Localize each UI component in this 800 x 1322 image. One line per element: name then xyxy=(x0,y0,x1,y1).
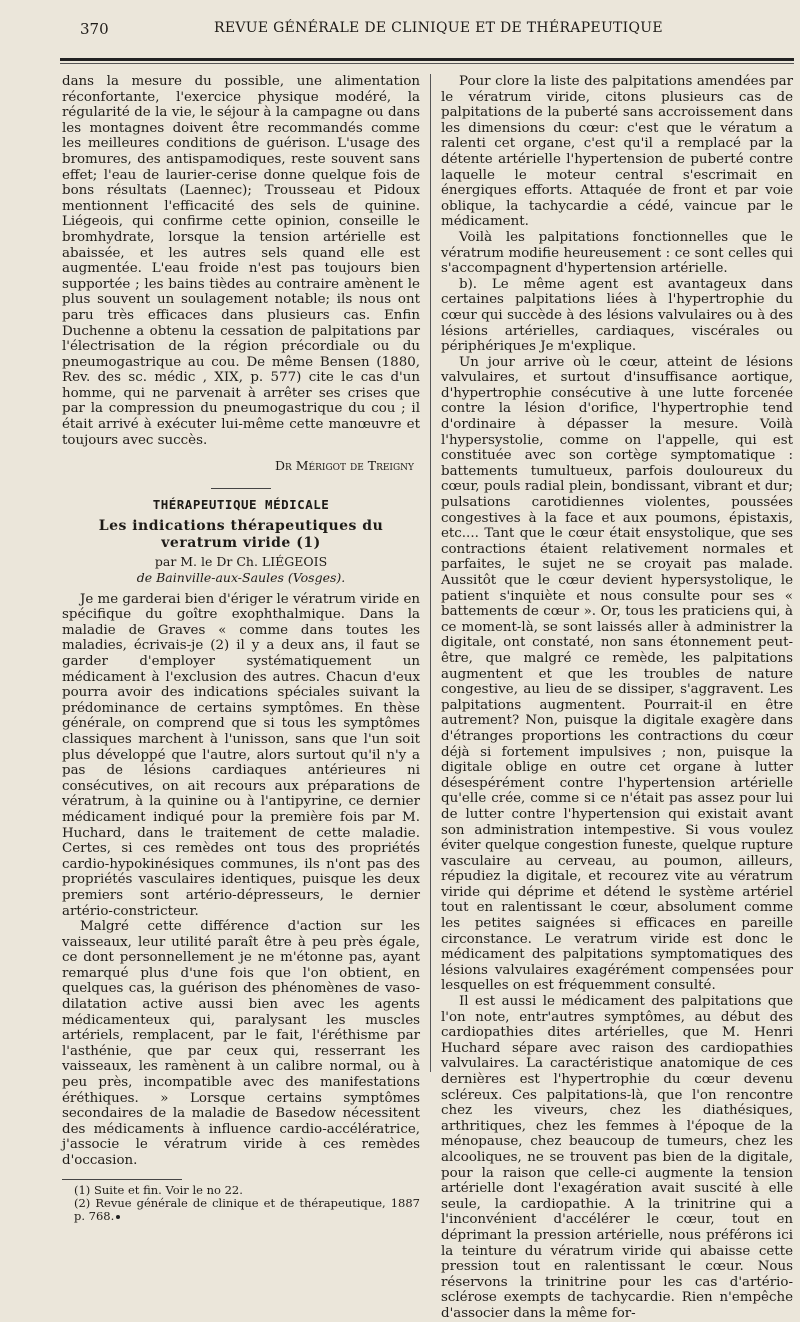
page-number: 370 xyxy=(80,20,109,38)
bullet-mark-icon xyxy=(116,1215,120,1219)
footnote xyxy=(62,1197,420,1223)
header-rule-thin xyxy=(60,63,794,64)
author-place: de Bainville-aux-Saules (Vosges). xyxy=(136,570,346,586)
left-column xyxy=(62,74,420,1223)
article-paragraph: Il est aussi le médicament des palpitations que l'on note, entr'autres symptômes, au début des cardiopathies dites artérielles, que M. Henri Huchard sépare avec raison des cardiopathies valvulaires. La caractéristique anatomique de ces dernières est l'hypertrophie du cœur devenu scléreux. Ces palpitations-là, que l'on rencontre chez les viveurs, chez les diathésiques, arthritiques, chez les femmes à l'époque de la ménopause, chez beaucoup de tumeurs, chez les alcooliques, ne se trouvent pas bien de la digitale, pour la raison que celle-ci augmente la tension artérielle dont l'exagération avait suscité à elle seule, la cardiopathie. A la trinitrine qui a l'inconvénient d'accélérer le cœur, tout en déprimant la pression artérielle, nous préférons ici la teinture du vératrum viride qui abaisse cette pression tout en ralentissant le cœur. Nous réservons la trinitrine pour les cas d'artério-sclérose exempts de tachycardie. Rien n'empêche d'associer dans la même for- xyxy=(441,994,793,1321)
continuation-paragraph: dans la mesure du possible, une alimentation réconfortante, l'exercice physique modéré, la régularité de la vie, le séjour à la campagne ou dans les montagnes doivent être recommandés comme les meilleures conditions de guérison. L'usage des bromures, des antispamodiques, reste souvent sans effet; l'eau de laurier-cerise donne quelque fois de bons résultats (Laennec); Trousseau et Pidoux mentionnent l'efficacité des sels de quinine. Liégeois, qui confirme cette opinion, conseille le bromhydrate, lorsque la tension artérielle est abaissée, et les autres sels quand elle est augmentée. L'eau froide n'est pas toujours bien supportée ; les bains tièdes au contraire amènent le plus souvent un soulagement notable; ils nous ont paru très efficaces dans plusieurs cas. Enfin Duchenne a obtenu la cessation de palpitations par l'électrisation de la région précordiale ou du pneumogastrique au cou. De même Bensen (1880, Rev. des sc. médic , XIX, p. 577) cite le cas d'un homme, qui ne parvenait à arrêter ses crises que par la compression du pneumogastrique du cou ; il était arrivé à exécuter lui-même cette manœuvre et toujours avec succès. xyxy=(62,74,420,448)
footnote: (1) Suite et fin. Voir le no 22. xyxy=(74,1182,243,1197)
right-column xyxy=(441,74,793,1322)
article-paragraph: Un jour arrive où le cœur, atteint de lésions valvulaires, et surtout d'insuffisance aortique, d'hypertrophie consécutive à une lutte forcenée contre la lésion d'orifice, l'hypertrophie tend d'ordinaire à dépasser la mesure. Voilà l'hypersystolie, comme on l'appelle, qui est constituée avec son cortège symptomatique : battements tumultueux, parfois douloureux du cœur, pouls radial plein, bondissant, vibrant et dur; pulsations carotidiennes violentes, poussées congestives à la face et aux poumons, épistaxis, etc.... Tant que le cœur était ensystolique, que ses contractions étaient relativement normales et parfaites, le sujet ne se croyait pas malade. Aussitôt que le cœur devient hypersystolique, le patient s'inquiète et nous consulte pour ses « battements de cœur ». Or, tous les praticiens qui, à ce moment-là, se sont laissés aller à administrer la digitale, ont constaté, non sans étonnement peut-être, que malgré ce remède, les palpitations augmentent et que les troubles de nature congestive, au lieu de se dissiper, s'aggravent. Les palpitations augmentent. Pourrait-il en être autrement? Non, puisque la digitale exagère dans d'étranges proportions les contractions du cœur déjà si fortement impulsives ; non, puisque la digitale oblige en outre cet organe à lutter désespérément contre l'hypertension artérielle qu'elle crée, comme si ce n'était pas assez pour lui de lutter contre l'hypertension qui existait avant son administration intempestive. Si vous voulez éviter quelque congestion funeste, quelque rupture vasculaire au cerveau, au poumon, ailleurs, répudiez la digitale, et recourez vite au vératrum viride qui déprime et détend le système artériel tout en ralentissant le cœur, absolument comme les petites saignées si efficaces en pareille circonstance. Le veratrum viride est donc le médicament des palpitations symptomatiques des lésions valvulaires exagérément compensées pour lesquelles on est fréquemment consulté. xyxy=(441,354,793,994)
running-title: REVUE GÉNÉRALE DE CLINIQUE ET DE THÉRAPEUTIQUE xyxy=(214,20,663,36)
column-divider xyxy=(430,74,431,1072)
section-title: THÉRAPEUTIQUE MÉDICALE xyxy=(152,496,330,512)
article-paragraph: Pour clore la liste des palpitations amendées par le vératrum viride, citons plusieurs cas de palpitations de la puberté sans accroissement dans les dimensions du cœur: c'est que le vératum a ralenti cet organe, c'est qu'il a remplacé par la détente artérielle l'hypertension de puberté contre laquelle le moteur central s'escrimait en énergiques efforts. Attaquée de front et par voie oblique, la tachycardie a cédé, vaincue par le médicament. xyxy=(441,74,793,230)
article-paragraph: Malgré cette différence d'action sur les vaisseaux, leur utilité paraît être à peu près égale, ce dont personnellement je ne m'étonne pas, ayant remarqué plus d'une fois que l'on obtient, en quelques cas, la guérison des phénomènes de vaso-dilatation active aussi bien avec les agents médicamenteux qui, paralysant les muscles artériels, remplacent, par le fait, l'éréthisme par l'asthénie, que par ceux qui, resserrant les vaisseaux, les ramènent à un calibre normal, ou à peu près, incompatible avec des manifestations éréthiques. » Lorsque certains symptômes secondaires de la maladie de Basedow nécessitent des médicaments à influence cardio-accélératrice, j'associe le vératrum viride à ces remèdes d'occasion. xyxy=(62,919,420,1168)
section-divider xyxy=(211,488,271,489)
article-byline: par M. le Dr Ch. LIÉGEOIS xyxy=(154,554,328,570)
article-paragraph: Je me garderai bien d'ériger le vératrum viride en spécifique du goître exophthalmique. Dans la maladie de Graves « comme dans toutes les maladies, écrivais-je (2) il y a deux ans, il faut se garder d'employer systématiquement un médicament à l'exclusion des autres. Chacun d'eux pourra avoir des indications spéciales suivant la prédominance de certains symptômes. En thèse générale, on comprend que si tous les symptômes classiques marchent à l'unisson, sans que l'un soit plus développé que l'autre, alors surtout qu'il n'y a pas de lésions cardiaques antérieures ni consécutives, on ait recours aux préparations de vératrum, à la quinine ou à l'antipyrine, ce dernier médicament indiqué pour la première fois par M. Huchard, dans le traitement de cette maladie. Certes, si ces remèdes ont tous des propriétés cardio-hypokinésiques communes, ils n'ont pas des propriétés vasculaires identiques, puisque les deux premiers sont artério-dépresseurs, le dernier artério-constricteur. xyxy=(62,591,421,919)
page-header xyxy=(0,0,800,60)
article-paragraph: b). Le même agent est avantageux dans certaines palpitations liées à l'hypertrophie du cœur qui succède à des lésions valvulaires ou à des lésions artérielles, cardiaques, viscérales ou périphériques Je m'explique. xyxy=(441,276,793,355)
author-signature: Dr Mérigot de Treigny xyxy=(274,458,414,474)
footnote-text: (2) Revue générale de clinique et de thérapeutique, 1887 p. 768. xyxy=(74,1195,420,1223)
footnote-divider xyxy=(62,1179,182,1180)
header-rule xyxy=(60,58,794,61)
article-paragraph: Voilà les palpitations fonctionnelles que le vératrum modifie heureusement : ce sont celles qui s'accompagnent d'hypertension artérielle. xyxy=(441,229,793,277)
article-title: Les indications thérapeutiques du veratrum viride (1) xyxy=(98,518,384,552)
